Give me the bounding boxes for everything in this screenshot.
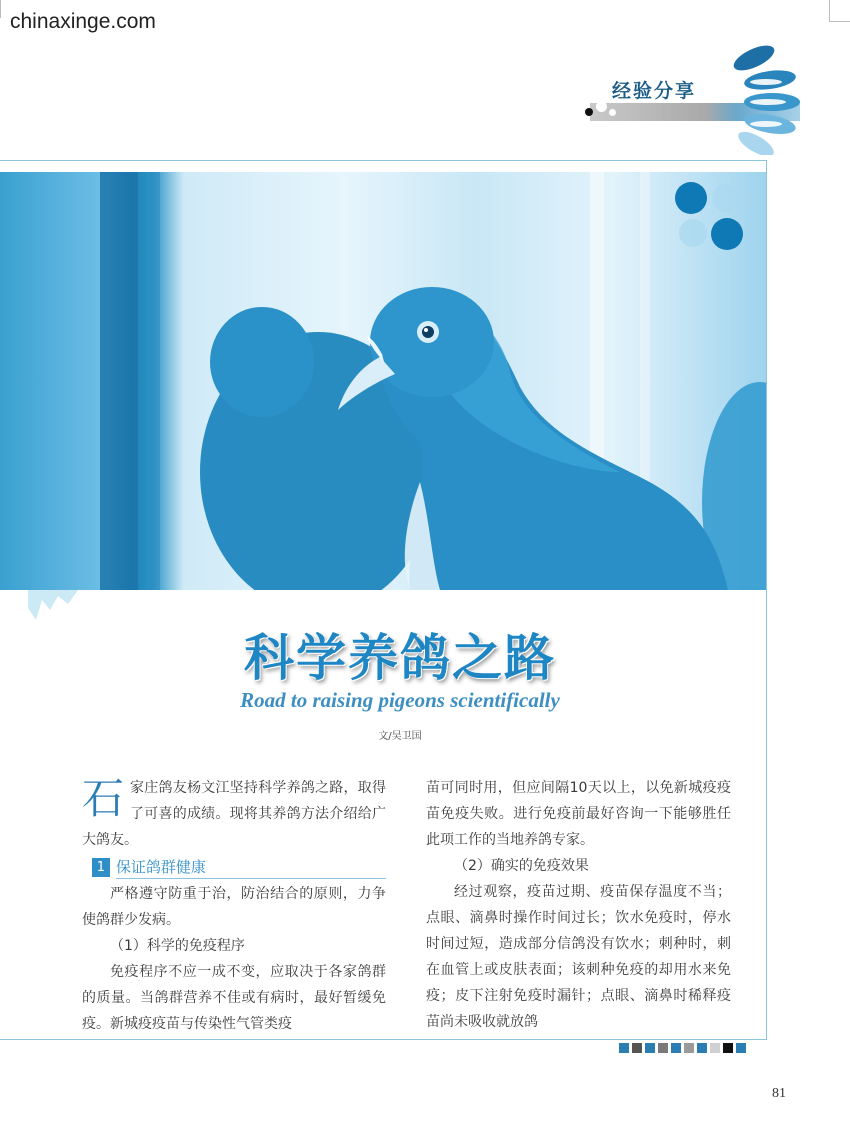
paragraph: 经过观察，疫苗过期、疫苗保存温度不当；点眼、滴鼻时操作时间过长；饮水免疫时，停水时间过短，造成部分信鸽没有饮水；刺种时，刺在血管上或皮肤表面；该刺种免疫的却用水来免疫；皮下注射免疫时漏针；点眼、滴鼻时稀释疫苗尚未吸收就放鸽 <box>426 884 731 1030</box>
footer-square <box>632 1043 642 1053</box>
footer-square <box>619 1043 629 1053</box>
text-column-right <box>426 775 731 1035</box>
page-number: 81 <box>772 1086 786 1101</box>
section-tag: 经验分享 <box>612 80 697 102</box>
paragraph: 免疫程序不应一成不变，应取决于各家鸽群的质量。当鸽群营养不佳或有病时，最好暂缓免疫。新城疫疫苗与传染性气管类疫 <box>82 964 386 1032</box>
footer-square <box>684 1043 694 1053</box>
footer-square <box>723 1043 733 1053</box>
paragraph: 苗可同时用，但应间隔10天以上，以免新城疫疫苗免疫失败。进行免疫前最好咨询一下能够胜任此项工作的当地养鸽专家。 <box>426 780 731 848</box>
subheading: （1）科学的免疫程序 <box>110 938 245 954</box>
site-watermark: chinaxinge.com <box>10 10 156 33</box>
tag-dot-white-small <box>609 109 616 116</box>
subheading: （2）确实的免疫效果 <box>454 858 589 874</box>
article-title: 科学养鸽之路 <box>244 628 556 687</box>
article-byline: 文/吴卫国 <box>378 731 422 742</box>
footer-square <box>658 1043 668 1053</box>
text-column-left <box>82 775 386 1037</box>
hero-image <box>0 172 766 590</box>
footer-square <box>697 1043 707 1053</box>
footer-square <box>710 1043 720 1053</box>
striped-squares-icon <box>619 1043 746 1053</box>
tag-dot-black <box>585 108 593 116</box>
section-title: 保证鸽群健康 <box>116 856 386 879</box>
crop-mark-left <box>0 0 1 18</box>
crop-mark-right-v <box>829 0 830 22</box>
pigeon-photo <box>0 172 766 590</box>
paragraph: 严格遵守防重于治，防治结合的原则，力争使鸽群少发病。 <box>82 886 386 928</box>
intro-text: 家庄鸽友杨文江坚持科学养鸽之路，取得了可喜的成绩。现将其养鸽方法介绍给广大鸽友。 <box>82 780 386 848</box>
footer-square <box>671 1043 681 1053</box>
article-title-english: Road to raising pigeons scientifically <box>240 688 560 712</box>
crop-mark-right-h <box>829 21 850 22</box>
section-number-badge: 1 <box>92 858 110 877</box>
footer-square <box>645 1043 655 1053</box>
footer-square <box>736 1043 746 1053</box>
tag-dot-white <box>596 101 607 112</box>
section-heading <box>92 855 386 879</box>
fan-flower-icon <box>712 40 812 155</box>
intro-paragraph <box>82 775 386 853</box>
dropcap: 石 <box>82 774 125 823</box>
